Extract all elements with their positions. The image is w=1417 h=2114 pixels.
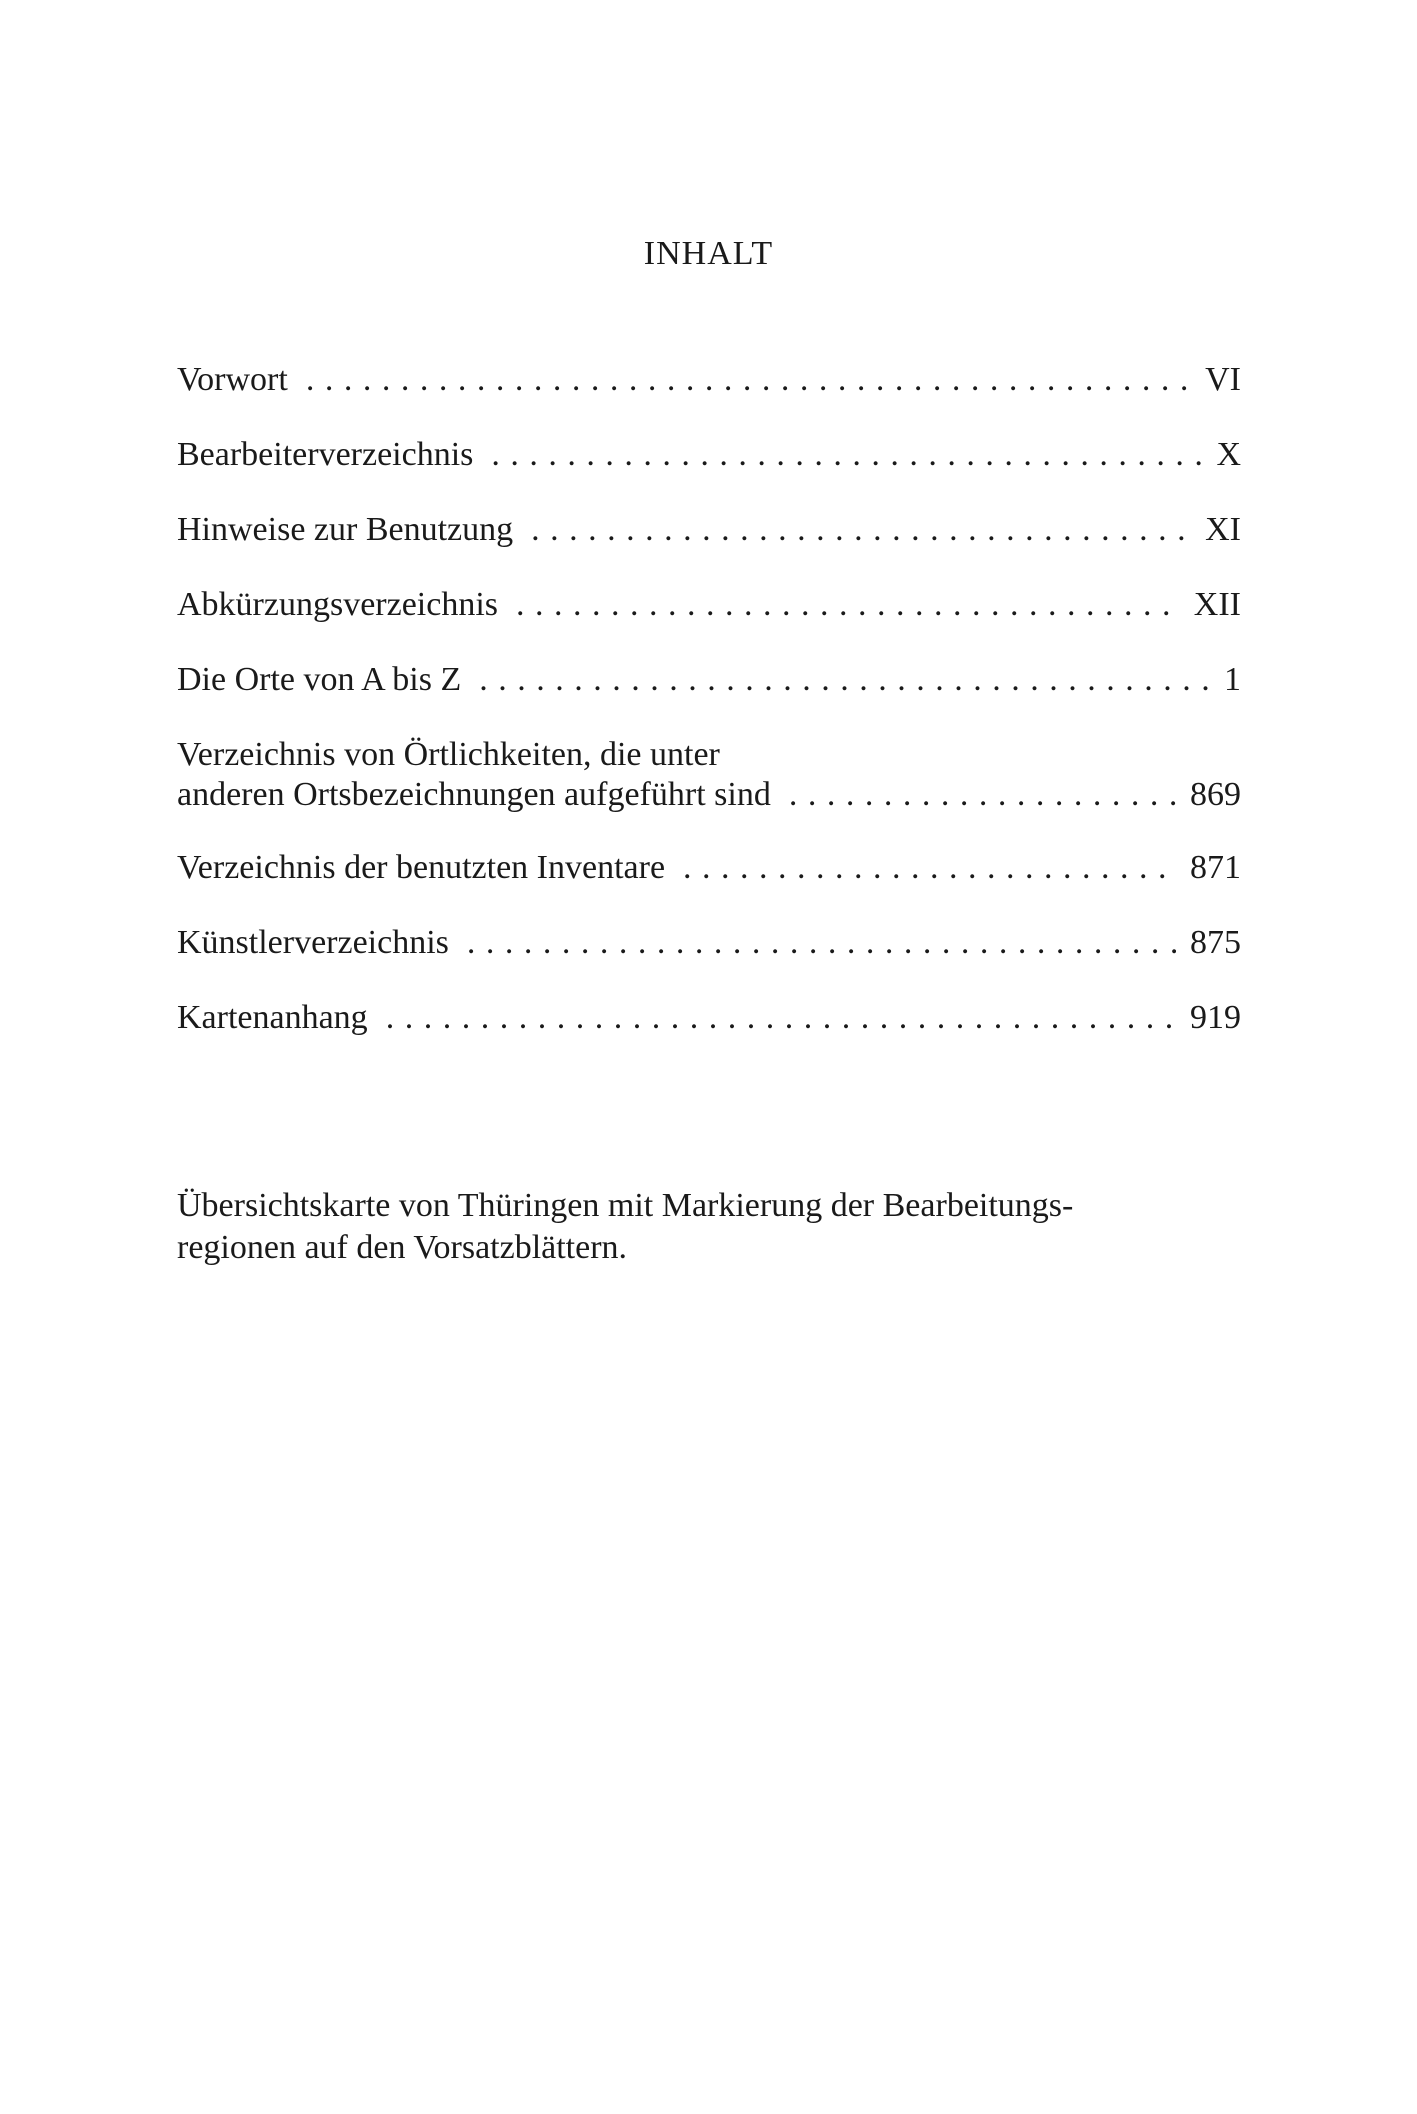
toc-entry-vorwort[interactable] xyxy=(177,360,1241,400)
dot-leader xyxy=(479,660,1210,700)
dot-leader xyxy=(306,360,1191,400)
toc-entry-page: XI xyxy=(1205,511,1241,548)
toc-entry-label: Kartenanhang xyxy=(177,999,368,1036)
toc-entry-label: Hinweise zur Benutzung xyxy=(177,511,514,548)
toc-entry-page: 875 xyxy=(1190,924,1241,961)
map-note-line2: regionen auf den Vorsatzblättern. xyxy=(177,1229,628,1266)
toc-entry-label: Die Orte von A bis Z xyxy=(177,661,462,698)
dot-leader xyxy=(386,998,1176,1038)
toc-entry-label: Abkürzungsverzeichnis xyxy=(177,586,499,623)
toc-entry-label: Bearbeiterverzeichnis xyxy=(177,436,474,473)
toc-entry-abkuerzungen[interactable] xyxy=(177,585,1241,625)
dot-leader xyxy=(467,923,1176,963)
dot-leader xyxy=(516,585,1180,625)
toc-entry-label-line1: Verzeichnis von Örtlichkeiten, die unter xyxy=(177,736,720,773)
page-title: INHALT xyxy=(643,235,774,272)
toc-entry-label: Künstlerverzeichnis xyxy=(177,924,449,961)
toc-entry-page: 869 xyxy=(1190,776,1241,813)
map-note xyxy=(177,1185,1241,1269)
toc-entry-orte[interactable] xyxy=(177,660,1241,700)
dot-leader xyxy=(491,435,1202,475)
toc-entry-page: VI xyxy=(1205,361,1241,398)
toc-entry-label: Vorwort xyxy=(177,361,288,398)
toc-entry-page: 871 xyxy=(1190,849,1241,886)
toc-entry-page: 919 xyxy=(1190,999,1241,1036)
toc-entry-page: XII xyxy=(1193,586,1241,623)
dot-leader xyxy=(789,775,1176,815)
toc-entry-page: 1 xyxy=(1224,661,1241,698)
toc-entry-page: X xyxy=(1216,436,1241,473)
toc-entry-kartenanhang[interactable] xyxy=(177,998,1241,1038)
toc-entry-oertlichkeiten[interactable] xyxy=(177,735,1241,815)
toc-entry-hinweise[interactable] xyxy=(177,510,1241,550)
dot-leader xyxy=(531,510,1191,550)
toc-entry-inventare[interactable] xyxy=(177,848,1241,888)
toc-entry-label: Verzeichnis der benutzten Inventare xyxy=(177,849,666,886)
toc-entry-label: anderen Ortsbezeichnungen aufgeführt sind xyxy=(177,776,771,813)
toc-entry-kuenstler[interactable] xyxy=(177,923,1241,963)
dot-leader xyxy=(683,848,1176,888)
toc-entry-bearbeiterverzeichnis[interactable] xyxy=(177,435,1241,475)
map-note-line1: Übersichtskarte von Thüringen mit Markierung der Bearbeitungs- xyxy=(177,1187,1074,1224)
